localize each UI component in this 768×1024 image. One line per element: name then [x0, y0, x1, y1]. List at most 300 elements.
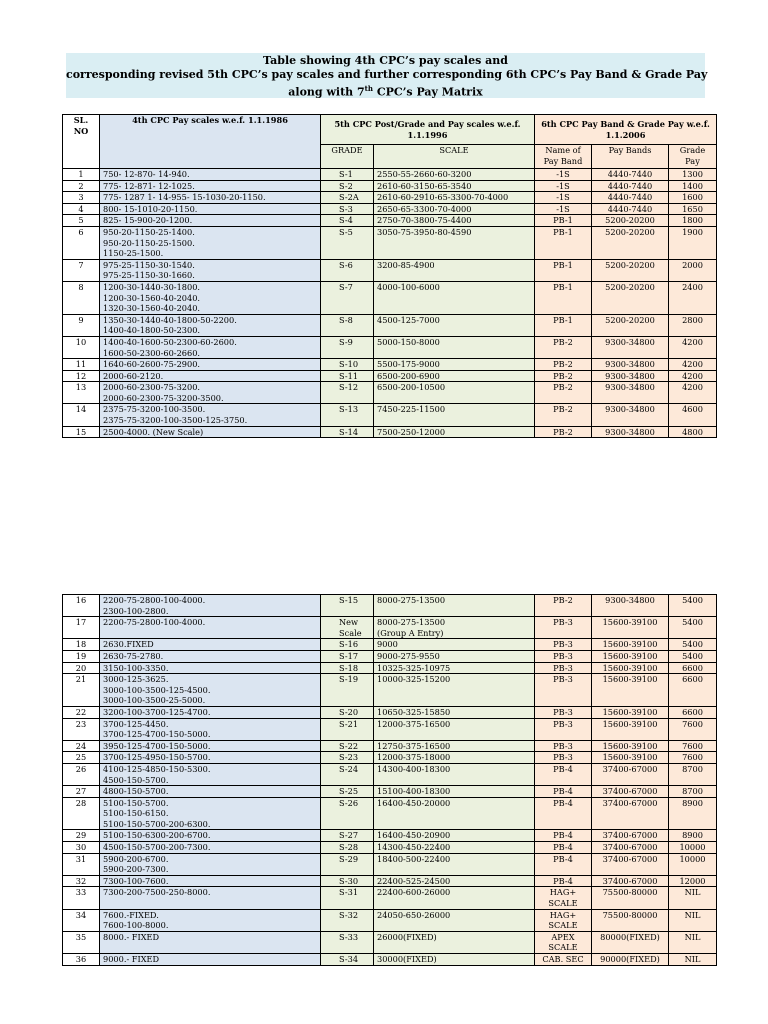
cell-grade: S-28	[321, 842, 374, 854]
cell-sl-no: 34	[63, 909, 100, 931]
cell-grade: S-26	[321, 797, 374, 830]
cell-pay-band-name: -1S	[535, 180, 592, 192]
cell-sl-no: 16	[63, 595, 100, 617]
cell-grade-pay: 2400	[669, 281, 717, 314]
table-row	[63, 192, 717, 204]
cell-pay-band-name: PB-3	[535, 740, 592, 752]
table-row	[63, 595, 717, 617]
cell-pay-band: 37400-67000	[592, 842, 669, 854]
cell-sl-no: 32	[63, 875, 100, 887]
cell-pay-band-name: CAB. SEC	[535, 954, 592, 966]
cell-grade-pay: 4200	[669, 370, 717, 382]
cell-5th-cpc-scale: 9000	[374, 639, 535, 651]
cell-grade: S-3	[321, 203, 374, 215]
cell-pay-band: 9300-34800	[592, 336, 669, 358]
cell-sl-no: 17	[63, 617, 100, 639]
cell-4th-cpc-scale: 7600.-FIXED. 7600-100-8000.	[100, 909, 321, 931]
cell-4th-cpc-scale: 825- 15-900-20-1200.	[100, 215, 321, 227]
cell-sl-no: 36	[63, 954, 100, 966]
cell-grade: S-30	[321, 875, 374, 887]
cell-4th-cpc-scale: 2000-60-2120.	[100, 370, 321, 382]
cell-pay-band: 5200-20200	[592, 215, 669, 227]
cell-5th-cpc-scale: 14300-400-18300	[374, 763, 535, 785]
cell-5th-cpc-scale: 3050-75-3950-80-4590	[374, 226, 535, 259]
cell-pay-band-name: PB-4	[535, 763, 592, 785]
cell-sl-no: 24	[63, 740, 100, 752]
table-row	[63, 259, 717, 281]
cell-pay-band-name: PB-1	[535, 226, 592, 259]
cell-pay-band: 9300-34800	[592, 426, 669, 438]
cell-pay-band: 5200-20200	[592, 281, 669, 314]
cell-5th-cpc-scale: 16400-450-20900	[374, 830, 535, 842]
cell-pay-band: 4440-7440	[592, 169, 669, 181]
cell-grade: S-23	[321, 752, 374, 764]
cell-pay-band: 9300-34800	[592, 359, 669, 371]
cell-grade: S-5	[321, 226, 374, 259]
cell-grade: S-34	[321, 954, 374, 966]
cell-5th-cpc-scale: 18400-500-22400	[374, 853, 535, 875]
cell-pay-band-name: PB-3	[535, 706, 592, 718]
cell-grade-pay: 5400	[669, 650, 717, 662]
cell-pay-band: 4440-7440	[592, 180, 669, 192]
cell-4th-cpc-scale: 800- 15-1010-20-1150.	[100, 203, 321, 215]
cell-grade: S-10	[321, 359, 374, 371]
cell-4th-cpc-scale: 4800-150-5700.	[100, 786, 321, 798]
cell-sl-no: 28	[63, 797, 100, 830]
cell-5th-cpc-scale: 12000-375-16500	[374, 718, 535, 740]
cell-sl-no: 15	[63, 426, 100, 438]
table-row	[63, 215, 717, 227]
cell-grade: S-6	[321, 259, 374, 281]
cell-5th-cpc-scale: 22400-525-24500	[374, 875, 535, 887]
cell-pay-band: 15600-39100	[592, 617, 669, 639]
cell-sl-no: 25	[63, 752, 100, 764]
cell-pay-band-name: PB-1	[535, 259, 592, 281]
cell-5th-cpc-scale: 30000(FIXED)	[374, 954, 535, 966]
table-row	[63, 314, 717, 336]
cell-5th-cpc-scale: 8000-275-13500 (Group A Entry)	[374, 617, 535, 639]
cell-pay-band-name: -1S	[535, 169, 592, 181]
header-pay-bands: Pay Bands	[592, 145, 669, 169]
cell-grade-pay: 8900	[669, 797, 717, 830]
cell-pay-band: 90000(FIXED)	[592, 954, 669, 966]
cell-5th-cpc-scale: 2750-70-3800-75-4400	[374, 215, 535, 227]
cell-grade: S-1	[321, 169, 374, 181]
title-line-1: Table showing 4th CPC’s pay scales and	[263, 54, 508, 67]
cell-sl-no: 31	[63, 853, 100, 875]
cell-grade-pay: 7600	[669, 740, 717, 752]
cell-pay-band: 15600-39100	[592, 650, 669, 662]
table-row	[63, 830, 717, 842]
cell-5th-cpc-scale: 2550-55-2660-60-3200	[374, 169, 535, 181]
cell-sl-no: 3	[63, 192, 100, 204]
cell-pay-band-name: PB-1	[535, 215, 592, 227]
cell-pay-band-name: PB-4	[535, 842, 592, 854]
cell-4th-cpc-scale: 950-20-1150-25-1400. 950-20-1150-25-1500. 1150-25-1500.	[100, 226, 321, 259]
cell-5th-cpc-scale: 22400-600-26000	[374, 887, 535, 909]
cell-sl-no: 22	[63, 706, 100, 718]
cell-pay-band: 15600-39100	[592, 639, 669, 651]
cell-4th-cpc-scale: 2630.FIXED	[100, 639, 321, 651]
cell-grade: S-16	[321, 639, 374, 651]
cell-pay-band-name: PB-2	[535, 426, 592, 438]
cell-4th-cpc-scale: 2200-75-2800-100-4000.	[100, 617, 321, 639]
cell-4th-cpc-scale: 4500-150-5700-200-7300.	[100, 842, 321, 854]
cell-grade: S-2A	[321, 192, 374, 204]
cell-grade-pay: 5400	[669, 617, 717, 639]
cell-grade-pay: 6600	[669, 706, 717, 718]
cell-5th-cpc-scale: 4500-125-7000	[374, 314, 535, 336]
cell-grade-pay: 1900	[669, 226, 717, 259]
cell-pay-band-name: PB-1	[535, 314, 592, 336]
cell-pay-band: 9300-34800	[592, 404, 669, 426]
cell-pay-band-name: -1S	[535, 203, 592, 215]
cell-grade: S-25	[321, 786, 374, 798]
cell-pay-band-name: PB-2	[535, 370, 592, 382]
cell-sl-no: 33	[63, 887, 100, 909]
header-4th-cpc: 4th CPC Pay scales w.e.f. 1.1.1986	[100, 115, 321, 169]
cell-grade: S-32	[321, 909, 374, 931]
table-row	[63, 639, 717, 651]
cell-pay-band: 75500-80000	[592, 909, 669, 931]
cell-pay-band-name: PB-4	[535, 830, 592, 842]
cell-grade: S-4	[321, 215, 374, 227]
cell-pay-band-name: PB-3	[535, 650, 592, 662]
cell-4th-cpc-scale: 4100-125-4850-150-5300. 4500-150-5700.	[100, 763, 321, 785]
cell-5th-cpc-scale: 3200-85-4900	[374, 259, 535, 281]
table-row	[63, 875, 717, 887]
cell-5th-cpc-scale: 6500-200-6900	[374, 370, 535, 382]
cell-grade-pay: 1300	[669, 169, 717, 181]
table-row	[63, 797, 717, 830]
cell-5th-cpc-scale: 10000-325-15200	[374, 674, 535, 707]
table-row	[63, 842, 717, 854]
header-grade-pay: Grade Pay	[669, 145, 717, 169]
cell-grade-pay: 8700	[669, 763, 717, 785]
table-row	[63, 763, 717, 785]
cell-sl-no: 10	[63, 336, 100, 358]
cell-grade: S-13	[321, 404, 374, 426]
cell-4th-cpc-scale: 1640-60-2600-75-2900.	[100, 359, 321, 371]
cell-grade-pay: 12000	[669, 875, 717, 887]
table-row	[63, 617, 717, 639]
cell-grade: S-14	[321, 426, 374, 438]
cell-sl-no: 20	[63, 662, 100, 674]
cell-grade: S-33	[321, 931, 374, 953]
cell-grade: S-29	[321, 853, 374, 875]
cell-grade: S-8	[321, 314, 374, 336]
cell-sl-no: 35	[63, 931, 100, 953]
cell-pay-band: 37400-67000	[592, 797, 669, 830]
cell-sl-no: 26	[63, 763, 100, 785]
cell-4th-cpc-scale: 2200-75-2800-100-4000. 2300-100-2800.	[100, 595, 321, 617]
cell-pay-band: 5200-20200	[592, 226, 669, 259]
cell-5th-cpc-scale: 10325-325-10975	[374, 662, 535, 674]
table-row	[63, 203, 717, 215]
cell-5th-cpc-scale: 5000-150-8000	[374, 336, 535, 358]
cell-pay-band: 5200-20200	[592, 314, 669, 336]
cell-4th-cpc-scale: 1400-40-1600-50-2300-60-2600. 1600-50-2300-60-2660.	[100, 336, 321, 358]
cell-grade-pay: 5400	[669, 639, 717, 651]
cell-5th-cpc-scale: 4000-100-6000	[374, 281, 535, 314]
table-row	[63, 650, 717, 662]
header-6th-cpc: 6th CPC Pay Band & Grade Pay w.e.f. 1.1.2006	[535, 115, 717, 145]
cell-pay-band-name: PB-4	[535, 786, 592, 798]
cell-5th-cpc-scale: 24050-650-26000	[374, 909, 535, 931]
cell-pay-band: 37400-67000	[592, 853, 669, 875]
cell-pay-band-name: PB-4	[535, 875, 592, 887]
cell-sl-no: 14	[63, 404, 100, 426]
cell-grade-pay: 4200	[669, 359, 717, 371]
cell-pay-band-name: PB-2	[535, 336, 592, 358]
cell-pay-band-name: HAG+ SCALE	[535, 887, 592, 909]
cell-4th-cpc-scale: 5100-150-5700. 5100-150-6150. 5100-150-5700-200-6300.	[100, 797, 321, 830]
cell-grade-pay: 10000	[669, 842, 717, 854]
header-scale: SCALE	[374, 145, 535, 169]
cell-grade-pay: 2000	[669, 259, 717, 281]
cell-grade-pay: NIL	[669, 909, 717, 931]
cell-grade-pay: NIL	[669, 931, 717, 953]
cell-grade-pay: NIL	[669, 887, 717, 909]
cell-5th-cpc-scale: 2650-65-3300-70-4000	[374, 203, 535, 215]
cell-4th-cpc-scale: 1200-30-1440-30-1800. 1200-30-1560-40-2040. 1320-30-1560-40-2040.	[100, 281, 321, 314]
cell-grade: S-9	[321, 336, 374, 358]
cell-sl-no: 29	[63, 830, 100, 842]
cell-grade-pay: 6600	[669, 674, 717, 707]
cell-pay-band-name: PB-2	[535, 404, 592, 426]
cell-sl-no: 13	[63, 382, 100, 404]
header-name-of-pay-band: Name of Pay Band	[535, 145, 592, 169]
cell-pay-band: 9300-34800	[592, 370, 669, 382]
cell-pay-band: 15600-39100	[592, 752, 669, 764]
cell-4th-cpc-scale: 3700-125-4450. 3700-125-4700-150-5000.	[100, 718, 321, 740]
cell-5th-cpc-scale: 2610-60-3150-65-3540	[374, 180, 535, 192]
cell-pay-band: 9300-34800	[592, 595, 669, 617]
cell-pay-band: 37400-67000	[592, 875, 669, 887]
cell-grade-pay: 7600	[669, 752, 717, 764]
cell-grade-pay: 7600	[669, 718, 717, 740]
table-row	[63, 954, 717, 966]
cell-pay-band: 15600-39100	[592, 662, 669, 674]
cell-grade-pay: 1600	[669, 192, 717, 204]
cell-sl-no: 2	[63, 180, 100, 192]
cell-4th-cpc-scale: 2500-4000. (New Scale)	[100, 426, 321, 438]
cell-5th-cpc-scale: 14300-450-22400	[374, 842, 535, 854]
cell-pay-band-name: PB-3	[535, 718, 592, 740]
cell-grade: S-11	[321, 370, 374, 382]
cell-pay-band-name: PB-3	[535, 674, 592, 707]
header-5th-cpc: 5th CPC Post/Grade and Pay scales w.e.f. 1.1.1996	[321, 115, 535, 145]
table-row	[63, 931, 717, 953]
cell-grade-pay: 4800	[669, 426, 717, 438]
cell-5th-cpc-scale: 12750-375-16500	[374, 740, 535, 752]
cell-grade-pay: 10000	[669, 853, 717, 875]
cell-grade-pay: NIL	[669, 954, 717, 966]
cell-4th-cpc-scale: 7300-100-7600.	[100, 875, 321, 887]
cell-grade: New Scale	[321, 617, 374, 639]
cell-pay-band: 37400-67000	[592, 763, 669, 785]
cell-sl-no: 12	[63, 370, 100, 382]
cell-5th-cpc-scale: 6500-200-10500	[374, 382, 535, 404]
cell-4th-cpc-scale: 5900-200-6700. 5900-200-7300.	[100, 853, 321, 875]
cell-pay-band: 15600-39100	[592, 674, 669, 707]
cell-sl-no: 5	[63, 215, 100, 227]
cell-pay-band: 15600-39100	[592, 740, 669, 752]
cell-grade: S-18	[321, 662, 374, 674]
cell-4th-cpc-scale: 2000-60-2300-75-3200. 2000-60-2300-75-3200-3500.	[100, 382, 321, 404]
cell-grade: S-21	[321, 718, 374, 740]
cell-grade-pay: 8900	[669, 830, 717, 842]
table-row	[63, 404, 717, 426]
cell-5th-cpc-scale: 7450-225-11500	[374, 404, 535, 426]
cell-pay-band: 37400-67000	[592, 830, 669, 842]
cell-pay-band: 37400-67000	[592, 786, 669, 798]
cell-sl-no: 9	[63, 314, 100, 336]
cell-sl-no: 8	[63, 281, 100, 314]
cell-grade: S-2	[321, 180, 374, 192]
cell-sl-no: 6	[63, 226, 100, 259]
cell-grade-pay: 8700	[669, 786, 717, 798]
cell-sl-no: 1	[63, 169, 100, 181]
cell-pay-band-name: PB-2	[535, 595, 592, 617]
cell-4th-cpc-scale: 2375-75-3200-100-3500. 2375-75-3200-100-3500-125-3750.	[100, 404, 321, 426]
cell-pay-band-name: PB-3	[535, 662, 592, 674]
cell-4th-cpc-scale: 7300-200-7500-250-8000.	[100, 887, 321, 909]
table-row	[63, 718, 717, 740]
cell-grade-pay: 2800	[669, 314, 717, 336]
cell-4th-cpc-scale: 2630-75-2780.	[100, 650, 321, 662]
table-row	[63, 740, 717, 752]
cell-sl-no: 27	[63, 786, 100, 798]
cell-pay-band-name: PB-3	[535, 617, 592, 639]
cell-grade: S-12	[321, 382, 374, 404]
cell-pay-band: 9300-34800	[592, 382, 669, 404]
cell-5th-cpc-scale: 9000-275-9550	[374, 650, 535, 662]
cell-4th-cpc-scale: 1350-30-1440-40-1800-50-2200. 1400-40-1800-50-2300.	[100, 314, 321, 336]
cell-4th-cpc-scale: 3150-100-3350.	[100, 662, 321, 674]
cell-pay-band: 15600-39100	[592, 718, 669, 740]
cell-4th-cpc-scale: 750- 12-870- 14-940.	[100, 169, 321, 181]
cell-grade: S-15	[321, 595, 374, 617]
table-row	[63, 370, 717, 382]
table-row	[63, 426, 717, 438]
table-row	[63, 853, 717, 875]
cell-pay-band: 80000(FIXED)	[592, 931, 669, 953]
cell-grade: S-7	[321, 281, 374, 314]
header-grade: GRADE	[321, 145, 374, 169]
cell-5th-cpc-scale: 26000(FIXED)	[374, 931, 535, 953]
cell-pay-band: 5200-20200	[592, 259, 669, 281]
cell-4th-cpc-scale: 8000.- FIXED	[100, 931, 321, 953]
cell-pay-band-name: PB-3	[535, 752, 592, 764]
header-sl-no: SL. NO	[63, 115, 100, 169]
cell-grade-pay: 5400	[669, 595, 717, 617]
cell-4th-cpc-scale: 3000-125-3625. 3000-100-3500-125-4500. 3000-100-3500-25-5000.	[100, 674, 321, 707]
table-row	[63, 226, 717, 259]
cell-4th-cpc-scale: 9000.- FIXED	[100, 954, 321, 966]
table-row	[63, 706, 717, 718]
cell-5th-cpc-scale: 10650-325-15850	[374, 706, 535, 718]
cell-5th-cpc-scale: 16400-450-20000	[374, 797, 535, 830]
cell-sl-no: 23	[63, 718, 100, 740]
cell-5th-cpc-scale: 5500-175-9000	[374, 359, 535, 371]
table-row	[63, 752, 717, 764]
pay-scale-table-part-1	[62, 114, 717, 438]
cell-grade-pay: 4200	[669, 382, 717, 404]
table-row	[63, 359, 717, 371]
table-row	[63, 336, 717, 358]
cell-4th-cpc-scale: 3200-100-3700-125-4700.	[100, 706, 321, 718]
cell-grade: S-20	[321, 706, 374, 718]
cell-pay-band: 15600-39100	[592, 706, 669, 718]
cell-grade: S-22	[321, 740, 374, 752]
cell-4th-cpc-scale: 5100-150-6300-200-6700.	[100, 830, 321, 842]
cell-grade: S-19	[321, 674, 374, 707]
cell-5th-cpc-scale: 7500-250-12000	[374, 426, 535, 438]
cell-4th-cpc-scale: 3950-125-4700-150-5000.	[100, 740, 321, 752]
cell-4th-cpc-scale: 775- 1287 1- 14-955- 15-1030-20-1150.	[100, 192, 321, 204]
cell-pay-band-name: PB-4	[535, 797, 592, 830]
cell-pay-band: 4440-7440	[592, 203, 669, 215]
cell-grade: S-24	[321, 763, 374, 785]
cell-grade-pay: 4600	[669, 404, 717, 426]
cell-sl-no: 11	[63, 359, 100, 371]
table-body-part-2	[63, 595, 717, 966]
cell-sl-no: 21	[63, 674, 100, 707]
cell-grade-pay: 4200	[669, 336, 717, 358]
table-title	[66, 53, 708, 99]
pay-scale-table-part-2	[62, 594, 717, 966]
cell-grade: S-27	[321, 830, 374, 842]
table-row	[63, 382, 717, 404]
cell-pay-band-name: PB-2	[535, 359, 592, 371]
cell-pay-band-name: PB-2	[535, 382, 592, 404]
cell-pay-band-name: APEX SCALE	[535, 931, 592, 953]
table-row	[63, 169, 717, 181]
cell-grade: S-17	[321, 650, 374, 662]
cell-sl-no: 18	[63, 639, 100, 651]
cell-5th-cpc-scale: 8000-275-13500	[374, 595, 535, 617]
table-row	[63, 909, 717, 931]
cell-grade-pay: 1400	[669, 180, 717, 192]
cell-grade-pay: 1650	[669, 203, 717, 215]
cell-4th-cpc-scale: 3700-125-4950-150-5700.	[100, 752, 321, 764]
cell-4th-cpc-scale: 975-25-1150-30-1540. 975-25-1150-30-1660.	[100, 259, 321, 281]
cell-pay-band: 4440-7440	[592, 192, 669, 204]
cell-sl-no: 30	[63, 842, 100, 854]
cell-grade: S-31	[321, 887, 374, 909]
table-row	[63, 662, 717, 674]
table-row	[63, 180, 717, 192]
cell-sl-no: 7	[63, 259, 100, 281]
table-row	[63, 281, 717, 314]
cell-pay-band-name: HAG+ SCALE	[535, 909, 592, 931]
cell-grade-pay: 1800	[669, 215, 717, 227]
table-row	[63, 786, 717, 798]
title-line-2: corresponding revised 5th CPC’s pay scales and further corresponding 6th CPC’s Pay Band & Grade Pay	[66, 68, 708, 81]
cell-4th-cpc-scale: 775- 12-871- 12-1025.	[100, 180, 321, 192]
cell-pay-band-name: PB-1	[535, 281, 592, 314]
cell-pay-band-name: PB-4	[535, 853, 592, 875]
cell-pay-band-name: -1S	[535, 192, 592, 204]
table-body-part-1	[63, 169, 717, 438]
cell-pay-band-name: PB-3	[535, 639, 592, 651]
table-row	[63, 887, 717, 909]
cell-5th-cpc-scale: 15100-400-18300	[374, 786, 535, 798]
title-line-3: along with 7th CPC’s Pay Matrix	[288, 84, 483, 99]
cell-sl-no: 19	[63, 650, 100, 662]
cell-sl-no: 4	[63, 203, 100, 215]
